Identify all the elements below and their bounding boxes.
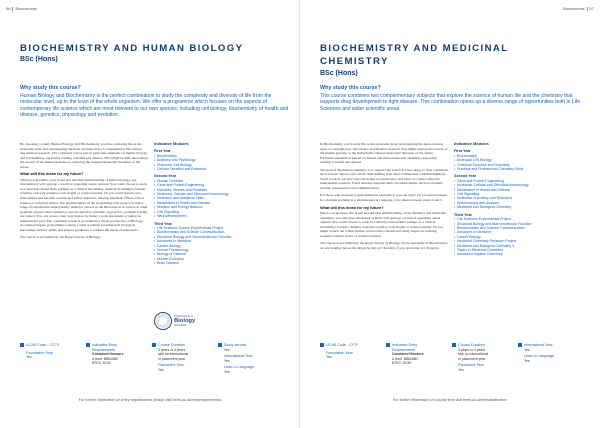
accreditation-note: The course is accredited by the Royal Society of Biology. <box>20 235 101 240</box>
entry-alevel: A level: BBB/ABC <box>392 356 419 361</box>
accreditation-logo <box>154 312 195 330</box>
module-item: • Advances in Medicine <box>454 230 566 234</box>
module-item: • Cell Signalling <box>154 210 266 214</box>
logo-big-text: Biology <box>174 318 196 324</box>
year-label: First Year <box>154 149 171 154</box>
module-item: • Structural Biology and Macromolecular Function <box>454 222 566 226</box>
module-item: • Gene and Protein Engineering <box>154 183 266 187</box>
module-item: • Advances in Medicine <box>154 239 266 243</box>
duration-icon <box>152 343 156 347</box>
module-item: • Human Parasitology <box>154 248 266 252</box>
right-page <box>302 0 598 428</box>
future-paragraph: When you graduate, your broad and detailed understanding of human biology and biochemistry will open up a world of appealing career options. You could choose to work in a diversity related field, perhaps as a clinical biochemist, medical biochemist, forensic scientist, research scientist, toxicologist or science teacher. Or you could branch out a little further and become a health and safety inspector, nursing standards officer, school science or technical author. The applied nature of the programme will equip you with a range of transferable employability skills for careers in the Biosciences as well as in other graduate careers where numeracy and an objective scientific approach to problem solving are valued. You can create a four year degree by doing a work placement or taking an international year. The combined course is accredited by the Royal Society of Biology. Accredited degree programmes contain a solid academic foundation in biological knowledge and key skills, and prepare graduates to address the needs of employers. <box>20 177 148 232</box>
intl-year-value: Yes <box>224 358 230 363</box>
placement-label: Placement Year <box>458 363 484 367</box>
intro-paragraph-2: The goal of Medicinal Chemistry is to support the search for new drugs to treat conditions such as heart disease and cancer, then making it an ideal combination with Biochemistry. You'll work in our new Life and Science Laboratories, and learn to conduct effective independent research. You'll develop essential skills for employment, such as problem-solving, presentation and communication. <box>320 167 448 190</box>
year-block-2 <box>454 174 566 209</box>
ucas-code: UCAS Code - CF7F <box>326 343 359 347</box>
abroad-icon <box>218 343 222 347</box>
intl-year-label: International Year <box>224 354 253 358</box>
section-name: Biosciences <box>563 6 585 11</box>
module-item: • Molecular Cell Biology <box>154 163 266 167</box>
page-footer: For further information on entry requirements please visit herts.ac.uk/entryrequirements <box>78 398 222 402</box>
intl-year-value: Yes <box>524 347 530 352</box>
body-text <box>20 142 148 243</box>
module-item: • Human Genetics <box>154 179 266 183</box>
foundation-value: Yes <box>26 355 32 359</box>
page-header <box>6 6 294 14</box>
module-item: • Brain Disease <box>154 261 266 265</box>
duration-years: 3 years or 4 years <box>158 347 186 352</box>
ucas-icon <box>20 343 24 347</box>
modules-column <box>454 142 566 257</box>
entry-combined: Combined Honours <box>92 352 124 356</box>
year-label: Second Year <box>154 174 177 179</box>
entry-icon <box>386 343 390 347</box>
module-item: • Molecular, Cellular and Structural Immunology <box>454 183 566 187</box>
year-label: Third Year <box>454 212 472 217</box>
year-block-1 <box>454 149 566 171</box>
body-text <box>320 142 448 253</box>
language-label: Learn a Language <box>524 354 554 358</box>
module-item: • Practical and Professional Chemistry Skills <box>454 167 566 171</box>
entry-btec: BTEC: DDM <box>92 361 111 365</box>
module-item: • Human Evolution <box>154 257 266 261</box>
course-title: BIOCHEMISTRY AND HUMAN BIOLOGY <box>20 43 244 54</box>
intro-paragraph: By choosing to study Human Biology and Biochemistry you'll be exploring life at the molecular level and investigating the most exciting areas of contemporary life science and medical research. The combined course places particular emphasis on human biology and biochemistry, especially relating to health and disease. This might include unravelling the secrets of the human genome or exploring the targeted molecular therapies of the future. <box>20 142 148 169</box>
duration-icon <box>452 343 456 347</box>
course-award: BSc (Hons) <box>320 70 358 77</box>
module-item: • Structural Biology and Macromolecular Function <box>154 235 266 239</box>
placement-value: Yes <box>458 367 464 372</box>
intl-year-label: International Year <box>524 343 553 347</box>
future-heading: What will this mean for my future? <box>20 171 84 177</box>
module-item: • Cellular Genetics and Evolution <box>154 167 266 171</box>
module-item: • Cancer Biology <box>454 235 566 239</box>
module-item: • Cell Signalling <box>454 192 566 196</box>
why-text: Human Biology and Biochemistry is the perfect combination to study the complexity and diversity of life from the molecular level, up to the level of the whole organism. We offer a programme which focuses on the aspects of contemporary life science which are most relevant to our own species; including cell biology, biochemistry of health and disease, genetics, physiology and evolution. <box>20 93 289 118</box>
language-value: Yes <box>524 358 530 363</box>
abroad-label: Study abroad <box>224 343 246 347</box>
module-item: • Bioinformatics and Science Communication <box>454 226 566 230</box>
duration-label: Course Duration <box>458 343 485 347</box>
left-page <box>2 0 298 428</box>
modules-column <box>154 142 266 266</box>
entry-alevel: A level: BBB/ABC <box>92 356 119 361</box>
module-item: • Neurodevelopment <box>154 214 266 218</box>
why-text: This course combines two complementary subjects that explore the science of human life and the chemistry that supports drug development to fight disease. This combination opens up a diverse range of opportunities both in Life Sciences and wider scientific areas. <box>320 93 581 112</box>
entry-btec: BTEC: DDM <box>392 361 411 365</box>
foundation-value: Yes <box>326 355 332 359</box>
module-item: • Molecular, Cellular and Structural Immunology <box>154 192 266 196</box>
module-item: • Bioinformatics and Science Communication <box>154 230 266 234</box>
language-label: Learn a Language <box>224 365 254 369</box>
duration-placement: or placement year <box>458 356 486 361</box>
year-block-3 <box>454 213 566 257</box>
abroad-value: Yes <box>224 347 230 352</box>
why-heading: Why study this course? <box>320 85 381 91</box>
entry-label: Indicative Entry Requirements <box>392 343 418 352</box>
duration-placement: or placement year <box>158 356 186 361</box>
entry-label: Indicative Entry Requirements <box>92 343 118 352</box>
module-item: • Anatomy and Physiology <box>154 158 266 162</box>
placement-label: Placement Year <box>158 363 184 367</box>
module-item: • Medicinal and Biological Chemistry <box>454 205 566 209</box>
foundation-label: Foundation Year <box>26 350 53 355</box>
year-label: Third Year <box>154 221 172 226</box>
course-award: BSc (Hons) <box>20 56 58 63</box>
module-item: • Life Sciences Experimental Project <box>454 217 566 221</box>
module-item: • Advanced Organic Chemistry <box>454 252 566 256</box>
page-footer: For further information on course fees visit herts.ac.uk/feesandfinance <box>392 398 508 402</box>
modules-heading: Indicative Modules <box>154 141 189 146</box>
ucas-icon <box>320 343 324 347</box>
logo-caption: Accredited <box>174 324 187 327</box>
society-seal-icon <box>154 312 172 330</box>
year-block-2 <box>154 174 266 218</box>
globe-icon <box>518 343 522 347</box>
entry-combined: Combined Honours <box>392 352 424 356</box>
duration-years: 3 years or 4 years <box>458 347 486 352</box>
module-item: • Cancer Biology <box>154 244 266 248</box>
course-title: BIOCHEMISTRY AND MEDICINAL CHEMISTRY <box>320 43 509 67</box>
module-item: • Biochemistry <box>154 154 266 158</box>
why-heading: Why study this course? <box>20 85 81 91</box>
module-item: • Research and Analytical Skills <box>154 196 266 200</box>
module-item: • Biology of Disease <box>154 252 266 256</box>
duration-label: Course Duration <box>158 343 185 347</box>
foundation-label: Foundation Year <box>326 350 353 355</box>
accreditation-note: The course is accredited by the Royal Society of Biology. If you specialise in Biochemistry we are looking into as the Royal Society of Chemistry if you specialise in Chemistry. <box>320 241 448 250</box>
module-item: • Medicinal Chemistry Research Project <box>454 239 566 243</box>
page-header <box>306 6 594 14</box>
page-gutter <box>299 0 300 428</box>
language-value: Yes <box>224 369 230 374</box>
logo-small-text: Royal Society of <box>174 315 193 318</box>
module-item: • Life Sciences Double Experimental Project <box>154 226 266 230</box>
intro-paragraph-3: For those who are keen to gain industrial experience, you can apply for a work placement for example working in a pharmaceutical company, to be taken between years 2 and 3. <box>320 193 448 203</box>
module-item: • Chemical Structure and Reactivity <box>454 163 566 167</box>
year-label: Second Year <box>454 174 477 179</box>
module-item: • Medicinal and Biological Chemistry II <box>454 244 566 248</box>
entry-icon <box>86 343 90 347</box>
module-item: • Molecular Chemistry and Reactions <box>454 196 566 200</box>
page-number: 57 <box>589 6 594 11</box>
module-item: • Topics in Medicinal Chemistry <box>454 248 566 252</box>
duration-intl: with an international <box>158 352 189 356</box>
module-item: • Molecular Cell Biology <box>454 158 566 162</box>
duration-intl: with an international <box>458 352 489 356</box>
year-block-3 <box>154 222 266 266</box>
module-item: • Metabolism in Health and Disease <box>454 188 566 192</box>
year-block-1 <box>154 149 266 171</box>
module-item: • Microbes, Viruses and Parasites <box>154 188 266 192</box>
module-item: • Nutrition and Energy Balance <box>154 205 266 209</box>
module-item: • Spectroscopy and Analysis <box>454 201 566 205</box>
year-label: First Year <box>454 149 471 154</box>
ucas-code: UCAS Code - CC7C <box>26 343 60 347</box>
module-item: • Gene and Protein Engineering <box>454 179 566 183</box>
placement-value: Yes <box>158 367 164 372</box>
section-name: Biosciences <box>15 6 37 11</box>
modules-heading: Indicative Modules <box>454 141 489 146</box>
module-item: • Metabolism in Health and Disease <box>154 201 266 205</box>
course-facts <box>2 343 298 379</box>
course-facts <box>302 343 598 379</box>
page-number: 56 <box>6 6 11 11</box>
module-item: • Biochemistry <box>454 154 566 158</box>
intro-paragraph: In Biochemistry you'll study life at the molecular level, investigating the most exciting areas of contemporary life science and medical research. You might explore the secrets of the human genome or the individually tailored molecular therapies of the future. Particular emphasis is placed on human and macromolecular chemistry, especially relating to health and disease. <box>320 142 448 165</box>
future-heading: What will this mean for my future? <box>320 204 384 210</box>
future-paragraph: When you graduate, the broad and detailed understanding of biochemistry and medicinal chemistry, you will have developed at Herts will open up a world of appealing career options. You could choose to work in a directly related field, perhaps as a clinical biochemist, forensic chemist, research scientist, toxicologist or science teacher. Or you might branch out a little further and become a health and safety inspector, training scientist, science writer or technical author. <box>320 211 447 238</box>
